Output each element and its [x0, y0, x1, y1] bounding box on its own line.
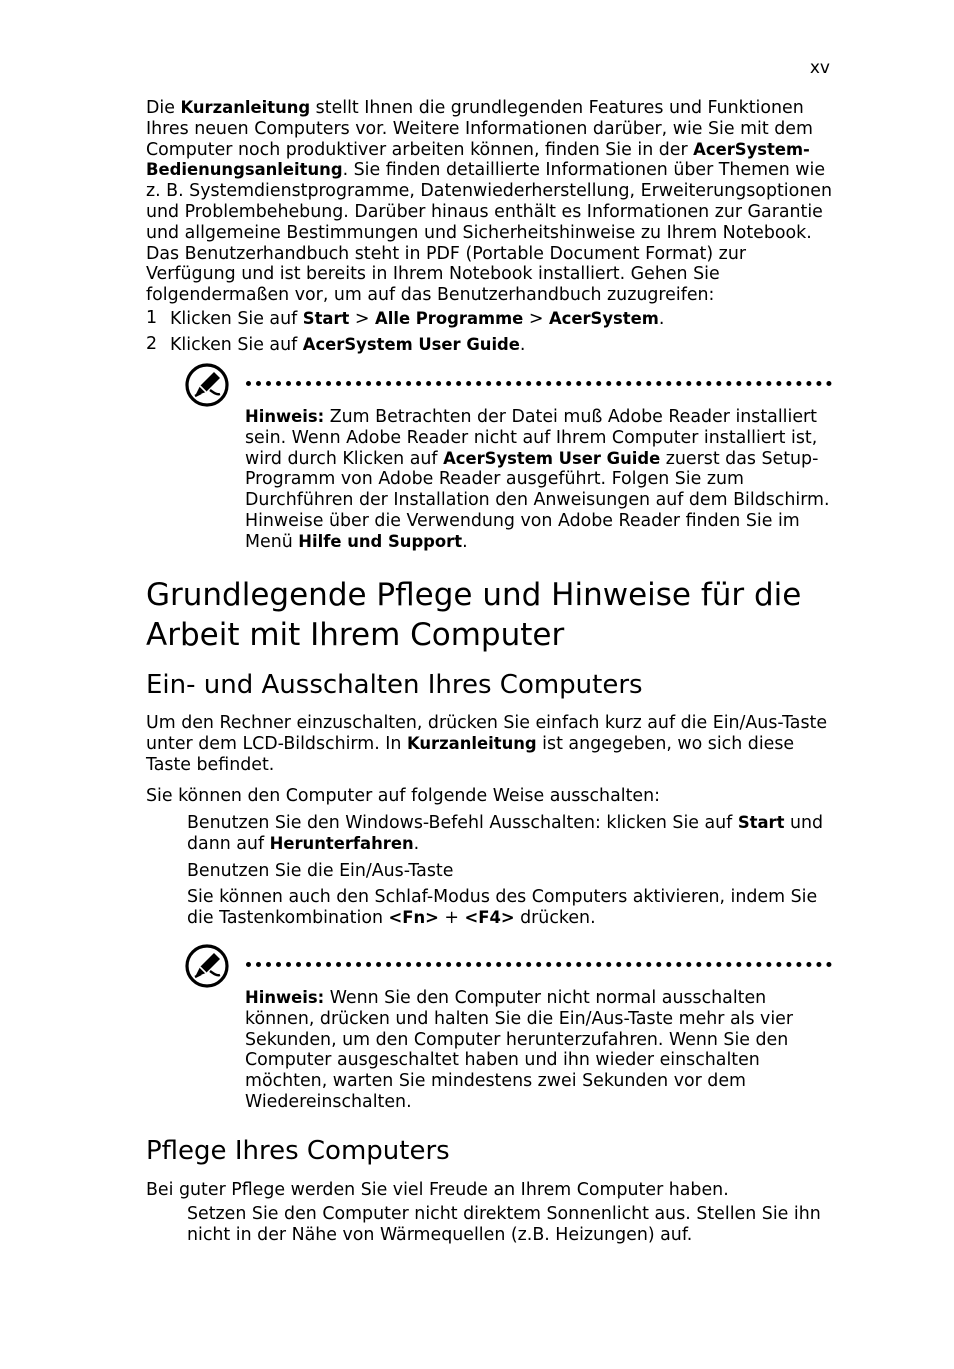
shutdown-intro: Sie können den Computer auf folgende Weise ausschalten: [146, 786, 660, 806]
section-heading: Grundlegende Pflege und Hinweise für die Arbeit mit Ihrem Computer [146, 577, 802, 653]
power-paragraph: Um den Rechner einzuschalten, drücken Sie einfach kurz auf die Ein/Aus-Taste unter dem LCD-Bildschirm. In Kurzanleitung ist angegeben, wo sich diese Taste befindet. [146, 713, 828, 775]
note-divider [246, 962, 832, 967]
note-pen-icon [184, 943, 230, 989]
shutdown-item: Benutzen Sie den Windows-Befehl Ausschalten: klicken Sie auf Start und dann auf Herunterfahren. [187, 813, 824, 854]
list-item: 2 Klicken Sie auf AcerSystem User Guide. [146, 334, 526, 355]
note-pen-icon [184, 362, 230, 408]
intro-paragraph: Die Kurzanleitung stellt Ihnen die grundlegenden Features und Funktionen Ihres neuen Computers vor. Weitere Informationen darüber, wie Sie mit dem Computer noch produktiver arbeiten können, finden Sie in der AcerSystem-Bedienungsanleitung. Sie finden detaillierte Informationen über Themen wie z. B. Systemdienstprogramme, Datenwiederherstellung, Erweiterungsoptionen und Problembehebung. Darüber hinaus enthält es Informationen zur Garantie und allgemeine Bestimmungen und Sicherheitshinweise zu Ihrem Notebook. Das Benutzerhandbuch steht in PDF (Portable Document Format) zur Verfügung und ist bereits in Ihrem Notebook installiert. Gehen Sie folgendermaßen vor, um auf das Benutzerhandbuch zuzugreifen: [146, 98, 833, 306]
care-item: Setzen Sie den Computer nicht direktem Sonnenlicht aus. Stellen Sie ihn nicht in der Nähe von Wärmequellen (z.B. Heizungen) auf. [187, 1204, 821, 1245]
steps-list [146, 308, 836, 356]
list-item: 1 Klicken Sie auf Start > Alle Programme > AcerSystem. [146, 308, 665, 329]
note-text: Hinweis: Wenn Sie den Computer nicht normal ausschalten können, drücken und halten Sie die Ein/Aus-Taste mehr als vier Sekunden, um den Computer herunterzufahren. Wenn Sie den Computer ausgeschaltet haben und ihn wieder einschalten möchten, warten Sie mindestens zwei Sekunden vor dem Wiedereinschalten. [245, 988, 794, 1112]
shutdown-item: Benutzen Sie die Ein/Aus-Taste [187, 861, 454, 881]
subsection-heading-care: Pflege Ihres Computers [146, 1136, 450, 1166]
note-divider [246, 381, 832, 386]
note-text: Hinweis: Zum Betrachten der Datei muß Adobe Reader installiert sein. Wenn Adobe Reader nicht auf Ihrem Computer installiert ist, wird durch Klicken auf AcerSystem User Guide zuerst das Setup-Programm von Adobe Reader ausgeführt. Folgen Sie zum Durchführen der Installation den Anweisungen auf dem Bildschirm. Hinweise über die Verwendung von Adobe Reader finden Sie im Menü Hilfe und Support. [245, 407, 830, 552]
care-intro: Bei guter Pflege werden Sie viel Freude an Ihrem Computer haben. [146, 1180, 729, 1200]
shutdown-item: Sie können auch den Schlaf-Modus des Computers aktivieren, indem Sie die Tastenkombination <Fn> + <F4> drücken. [187, 887, 818, 928]
subsection-heading-power: Ein- und Ausschalten Ihres Computers [146, 670, 643, 700]
page-number: xv [809, 58, 830, 78]
